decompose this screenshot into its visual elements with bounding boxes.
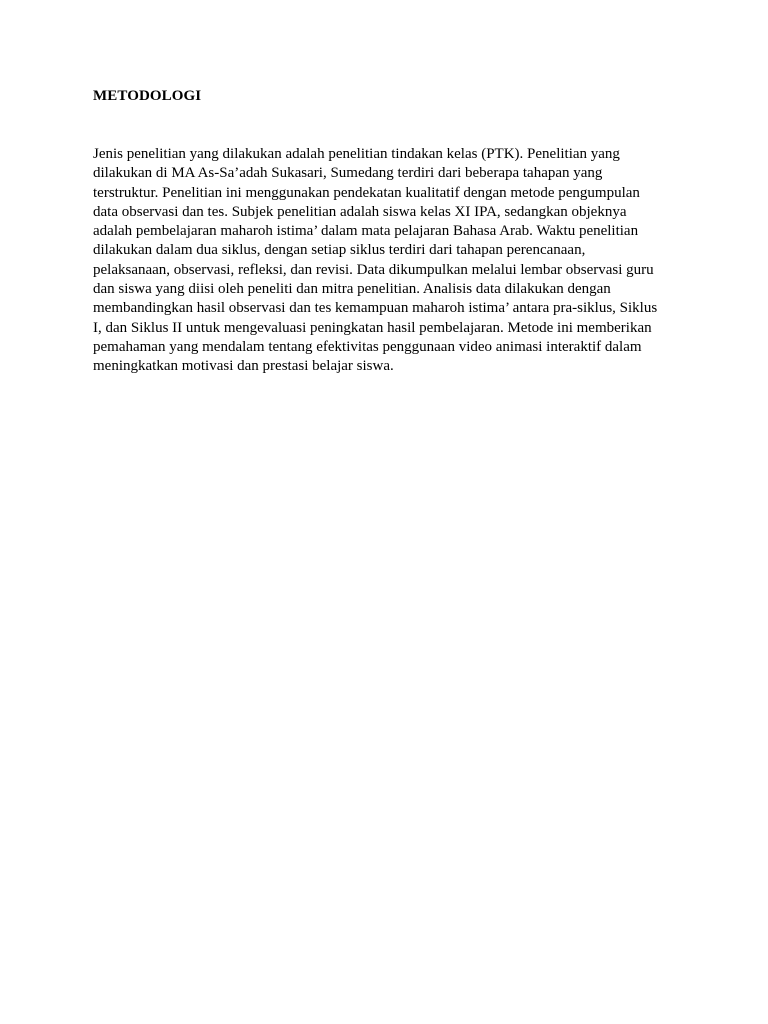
paragraph-line: Jenis penelitian yang dilakukan adalah penelitian tindakan kelas (PTK). Penelitian yang (93, 146, 620, 162)
paragraph-line: membandingkan hasil observasi dan tes kemampuan maharoh istima’ antara pra-siklus, Siklus (93, 300, 658, 317)
paragraph-line: pemahaman yang mendalam tentang efektivitas penggunaan video animasi interaktif dalam (93, 338, 642, 355)
paragraph-line: dan siswa yang diisi oleh peneliti dan mitra penelitian. Analisis data dilakukan dengan (93, 281, 611, 298)
paragraph-line: dilakukan di MA As-Sa’adah Sukasari, Sumedang terdiri dari beberapa tahapan yang (93, 165, 603, 182)
paragraph-line: adalah pembelajaran maharoh istima’ dalam mata pelajaran Bahasa Arab. Waktu penelitian (93, 223, 639, 240)
paragraph-line: dilakukan dalam dua siklus, dengan setiap siklus terdiri dari tahapan perencanaan, (93, 242, 586, 259)
paragraph-line: pelaksanaan, observasi, refleksi, dan revisi. Data dikumpulkan melalui lembar observasi guru (93, 261, 654, 278)
paragraph-line: meningkatkan motivasi dan prestasi belajar siswa. (93, 358, 394, 375)
paragraph-line: I, dan Siklus II untuk mengevaluasi peningkatan hasil pembelajaran. Metode ini memberikan (93, 319, 652, 336)
section-heading: METODOLOGI (93, 88, 202, 104)
paragraph-line: data observasi dan tes. Subjek penelitian adalah siswa kelas XI IPA, sedangkan objeknya (93, 203, 627, 220)
paragraph-line: terstruktur. Penelitian ini menggunakan pendekatan kualitatif dengan metode pengumpulan (93, 184, 640, 201)
body-paragraph (93, 145, 681, 377)
